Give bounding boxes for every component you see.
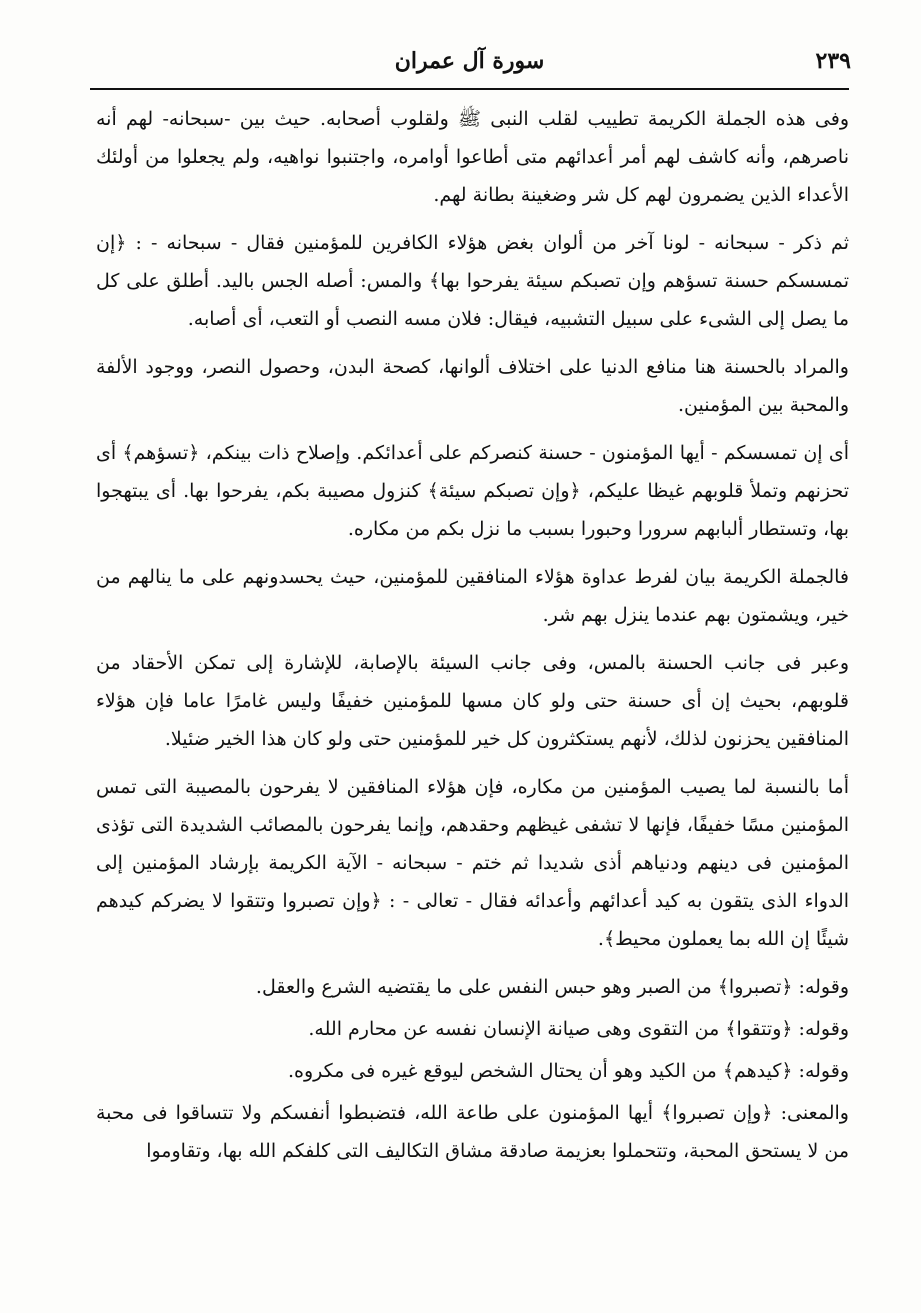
closing-paragraph: والمعنى: ﴿وإن تصبروا﴾ أيها المؤمنون على طاعة الله، فتضبطوا أنفسكم ولا تتساقوا فى محبة من لا يستحق المحبة، وتتحملوا بعزيمة صادقة مشاق التكاليف التى كلفكم الله بها، وتقاوموا bbox=[96, 1102, 849, 1162]
gloss-line: وقوله: ﴿وتتقوا﴾ من التقوى وهى صيانة الإنسان نفسه عن محارم الله. bbox=[308, 1018, 849, 1040]
paragraph: أما بالنسبة لما يصيب المؤمنين من مكاره، فإن هؤلاء المنافقين لا يفرحون بالمصيبة التى تمس المؤمنين مسًا خفيفًا، فإنها لا تشفى غيظهم وحقدهم، وإنما يفرحون بالمصائب الشديدة التى تؤذى المؤمنين فى دينهم ودنياهم أذى شديدا ثم ختم - سبحانه - الآية الكريمة بإرشاد المؤمنين إلى الدواء الذى يتقون به كيد أعدائهم وأعدائه فقال - تعالى - : ﴿وإن تصبروا وتتقوا لا يضركم كيدهم شيئًا إن الله بما يعملون محيط﴾. bbox=[96, 776, 849, 950]
page-number: ٢٣٩ bbox=[815, 48, 851, 74]
paragraph: والمراد بالحسنة هنا منافع الدنيا على اختلاف ألوانها، كصحة البدن، وحصول النصر، ووجود الألفة والمحبة بين المؤمنين. bbox=[96, 356, 849, 416]
gloss-line: وقوله: ﴿تصبروا﴾ من الصبر وهو حبس النفس على ما يقتضيه الشرع والعقل. bbox=[255, 976, 849, 998]
paragraph: وعبر فى جانب الحسنة بالمس، وفى جانب السيئة بالإصابة، للإشارة إلى تمكن الأحقاد من قلوبهم، بحيث إن أى حسنة حتى ولو كان مسها للمؤمنين خفيفًا وليس غامرًا عاما فإن هؤلاء المنافقين يحزنون لذلك، لأنهم يستكثرون كل خير للمؤمنين حتى ولو كان هذا الخير ضئيلا. bbox=[96, 652, 849, 750]
paragraph: وفى هذه الجملة الكريمة تطييب لقلب النبى ﷺ ولقلوب أصحابه. حيث بين -سبحانه- لهم أنه ناصرهم، وأنه كاشف لهم أمر أعدائهم متى أطاعوا أوامره، واجتنبوا نواهيه، ولم يجعلوا من أولئك الأعداء الذين يضمرون لهم كل شر وضغينة بطانة لهم. bbox=[96, 108, 849, 206]
gloss-line: وقوله: ﴿كيدهم﴾ من الكيد وهو أن يحتال الشخص ليوقع غيره فى مكروه. bbox=[287, 1060, 849, 1082]
header-rule bbox=[90, 88, 849, 90]
page-body bbox=[96, 100, 849, 1180]
paragraph: ثم ذكر - سبحانه - لونا آخر من ألوان بغض هؤلاء الكافرين للمؤمنين فقال - سبحانه - : ﴿إن تمسسكم حسنة تسؤهم وإن تصبكم سيئة يفرحوا بها﴾ والمس: أصله الجس باليد. أطلق على كل ما يصل إلى الشىء على سبيل التشبيه، فيقال: فلان مسه النصب أو التعب، أى أصابه. bbox=[96, 232, 849, 330]
paragraph: أى إن تمسسكم - أيها المؤمنون - حسنة كنصركم على أعدائكم. وإصلاح ذات بينكم، ﴿تسؤهم﴾ أى تحزنهم وتملأ قلوبهم غيظا عليكم، ﴿وإن تصبكم سيئة﴾ كنزول مصيبة بكم، يفرحوا بها. أى يبتهجوا بها، وتستطار ألبابهم سرورا وحبورا بسبب ما نزل بكم من مكاره. bbox=[96, 442, 849, 540]
paragraph: فالجملة الكريمة بيان لفرط عداوة هؤلاء المنافقين للمؤمنين، حيث يحسدونهم على ما ينالهم من خير، ويشمتون بهم عندما ينزل بهم شر. bbox=[96, 566, 849, 626]
page-header bbox=[88, 40, 851, 88]
surah-title: سورة آل عمران bbox=[394, 48, 545, 74]
